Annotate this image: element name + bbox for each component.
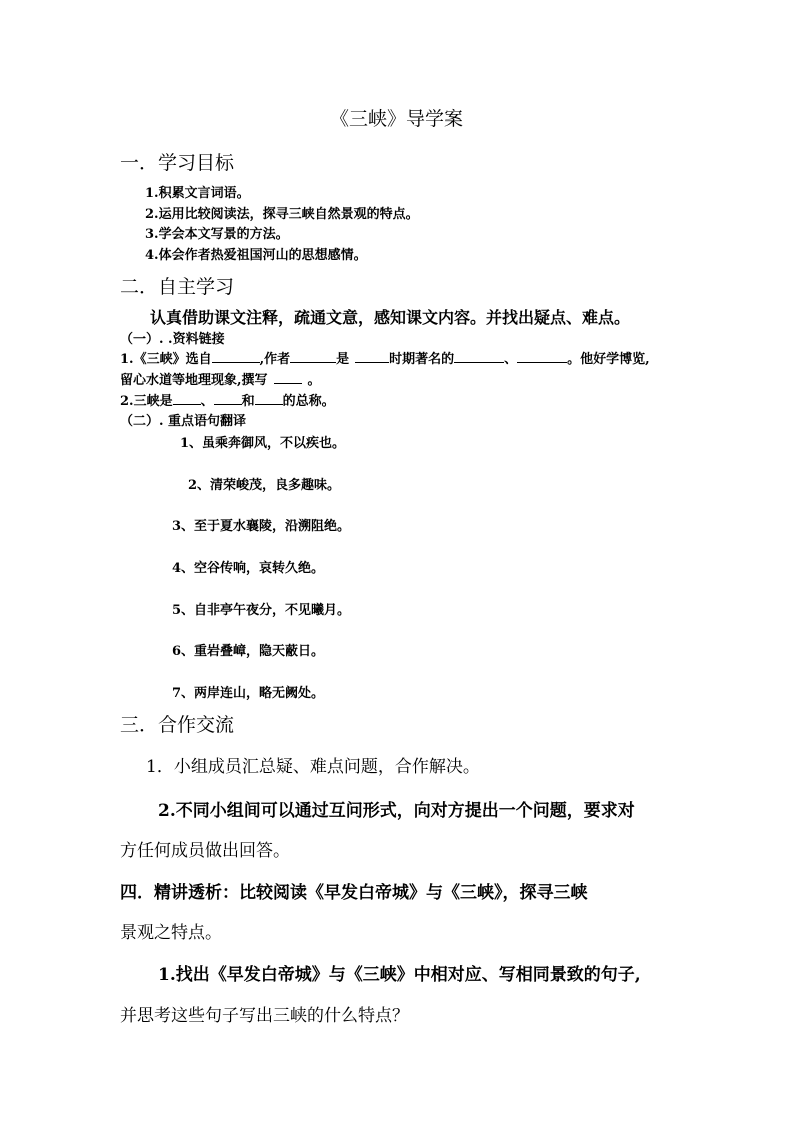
question-1-line-1: [120, 348, 650, 367]
question-1-line-2: [120, 369, 321, 388]
blank-gorge-2[interactable]: [214, 392, 242, 405]
sentence-3: 3、至于夏水襄陵，沿溯阻绝。: [172, 519, 351, 534]
cooperation-item-1: 1．小组成员汇总疑、难点问题，合作解决。: [146, 757, 480, 777]
subsection-resources: （一）. .资料链接: [120, 332, 225, 347]
blank-source[interactable]: [212, 350, 260, 363]
sentence-2: 2、清荣峻茂，良多趣味。: [188, 478, 341, 493]
goal-item-1: 1.积累文言词语。: [145, 186, 250, 201]
cooperation-item-2-line-2: 方任何成员做出回答。: [120, 841, 290, 861]
q1-text-d: 时期著名的: [389, 352, 455, 367]
q1-text-c: 是: [336, 352, 350, 367]
section-2-heading: 二．自主学习: [120, 276, 235, 298]
cooperation-item-2-line-1: 2.不同小组间可以通过互问形式，向对方提出一个问题，要求对: [158, 801, 635, 821]
self-study-intro: 认真借助课文注释，疏通文意，感知课文内容。并找出疑点、难点。: [150, 308, 631, 327]
blank-author[interactable]: [290, 350, 336, 363]
blank-era[interactable]: [355, 350, 389, 363]
blank-gorge-1[interactable]: [173, 392, 201, 405]
question-2: [120, 390, 335, 409]
blank-role-1[interactable]: [454, 350, 504, 363]
subsection-translation: （二）. 重点语句翻译: [120, 414, 247, 429]
blank-role-2[interactable]: [517, 350, 567, 363]
sentence-5: 5、自非亭午夜分，不见曦月。: [172, 603, 351, 618]
q1-text-a: 1.《三峡》选自: [120, 352, 212, 367]
q1-text-b: ,作者: [259, 352, 291, 367]
sentence-1: 1、虽乘奔御风，不以疾也。: [180, 436, 346, 451]
sentence-4: 4、空谷传响，哀转久绝。: [172, 561, 325, 576]
q2-text-a: 2.三峡是: [120, 394, 173, 409]
q1-text-f: 。他好学博览,: [567, 352, 650, 367]
goal-item-2: 2.运用比较阅读法，探寻三峡自然景观的特点。: [145, 207, 419, 222]
goal-item-4: 4.体会作者热爱祖国河山的思想感情。: [145, 248, 367, 263]
q2-text-b: 、: [200, 394, 214, 409]
q1-text-g: 留心水道等地理现象,撰写: [120, 373, 268, 388]
q2-text-c: 和: [241, 394, 255, 409]
q1-text-h: 。: [307, 373, 321, 388]
section-4-heading-line-1: 四．精讲透析：比较阅读《早发白帝城》与《三峡》，探寻三峡: [120, 883, 588, 903]
analysis-item-1-line-2: 并思考这些句子写出三峡的什么特点？: [120, 1006, 409, 1026]
q2-text-d: 的总称。: [282, 394, 335, 409]
analysis-item-1-line-1: 1.找出《早发白帝城》与《三峡》中相对应、写相同景致的句子,: [158, 965, 641, 985]
blank-work[interactable]: [274, 371, 302, 384]
section-1-heading: 一．学习目标: [120, 152, 235, 174]
sentence-7: 7、两岸连山，略无阙处。: [172, 686, 325, 701]
page-title: 《三峡》导学案: [329, 108, 463, 130]
q1-text-e: 、: [504, 352, 518, 367]
blank-gorge-3[interactable]: [255, 392, 283, 405]
section-4-heading-line-2: 景观之特点。: [120, 923, 222, 943]
sentence-6: 6、重岩叠嶂，隐天蔽日。: [172, 644, 325, 659]
goal-item-3: 3.学会本文写景的方法。: [145, 227, 289, 242]
section-3-heading: 三．合作交流: [120, 714, 235, 736]
